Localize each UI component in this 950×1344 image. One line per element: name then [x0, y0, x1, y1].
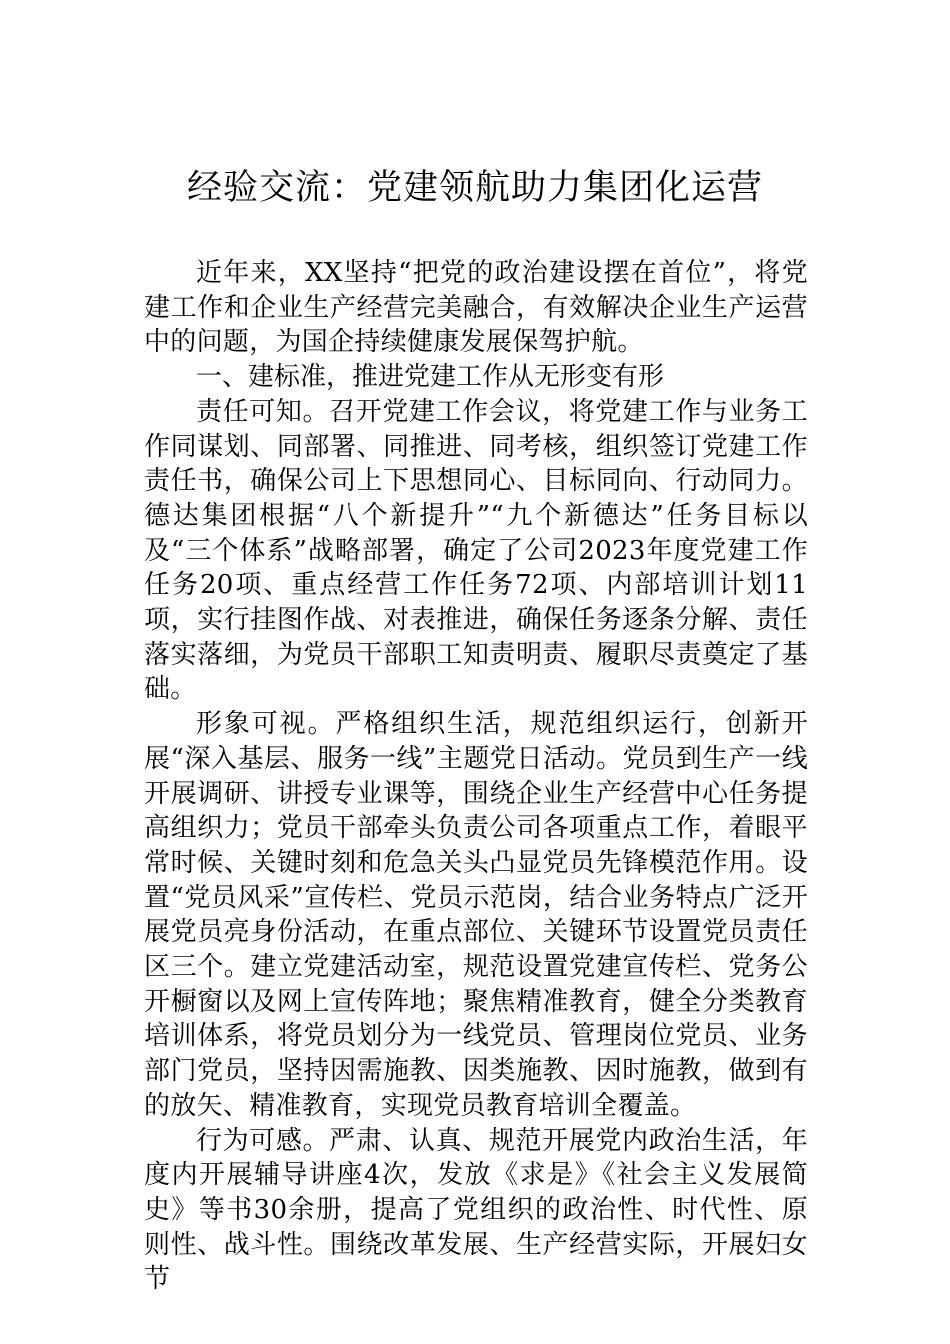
- document-body: [144, 256, 808, 1297]
- intro-paragraph: 近年来，XX坚持“把党的政治建设摆在首位”，将党建工作和企业生产经营完美融合，有效解决企业生产运营中的问题，为国企持续健康发展保驾护航。: [144, 258, 808, 358]
- paragraph-responsibility: 责任可知。召开党建工作会议，将党建工作与业务工作同谋划、同部署、同推进、同考核，组织签订党建工作责任书，确保公司上下思想同心、目标同向、行动同力。德达集团根据“八个新提升”“九个新德达”任务目标以及“三个体系”战略部署，确定了公司2023年度党建工作任务20项、重点经营工作任务72项、内部培训计划11项，实行挂图作战、对表推进，确保任务逐条分解、责任落实落细，为党员干部职工知责明责、履职尽责奠定了基础。: [144, 396, 808, 705]
- section-heading-1: 一、建标准，推进党建工作从无形变有形: [196, 362, 665, 393]
- document-title: 经验交流：党建领航助力集团化运营: [186, 168, 763, 208]
- paragraph-image: 形象可视。严格组织生活，规范组织运行，创新开展“深入基层、服务一线”主题党日活动。党员到生产一线开展调研、讲授专业课等，围绕企业生产经营中心任务提高组织力；党员干部牵头负责公司各项重点工作，着眼平常时候、关键时刻和危急关头凸显党员先锋模范作用。设置“党员风采”宣传栏、党员示范岗，结合业务特点广泛开展党员亮身份活动，在重点部位、关键环节设置党员责任区三个。建立党建活动室，规范设置党建宣传栏、党务公开橱窗以及网上宣传阵地；聚焦精准教育，健全分类教育培训体系，将党员划分为一线党员、管理岗位党员、业务部门党员，坚持因需施教、因类施教、因时施教，做到有的放矢、精准教育，实现党员教育培训全覆盖。: [144, 709, 808, 1121]
- paragraph-behavior: 行为可感。严肃、认真、规范开展党内政治生活，年度内开展辅导讲座4次，发放《求是》《社会主义发展简史》等书30余册，提高了党组织的政治性、时代性、原则性、战斗性。围绕改革发展、生产经营实际，开展妇女节: [144, 1125, 808, 1295]
